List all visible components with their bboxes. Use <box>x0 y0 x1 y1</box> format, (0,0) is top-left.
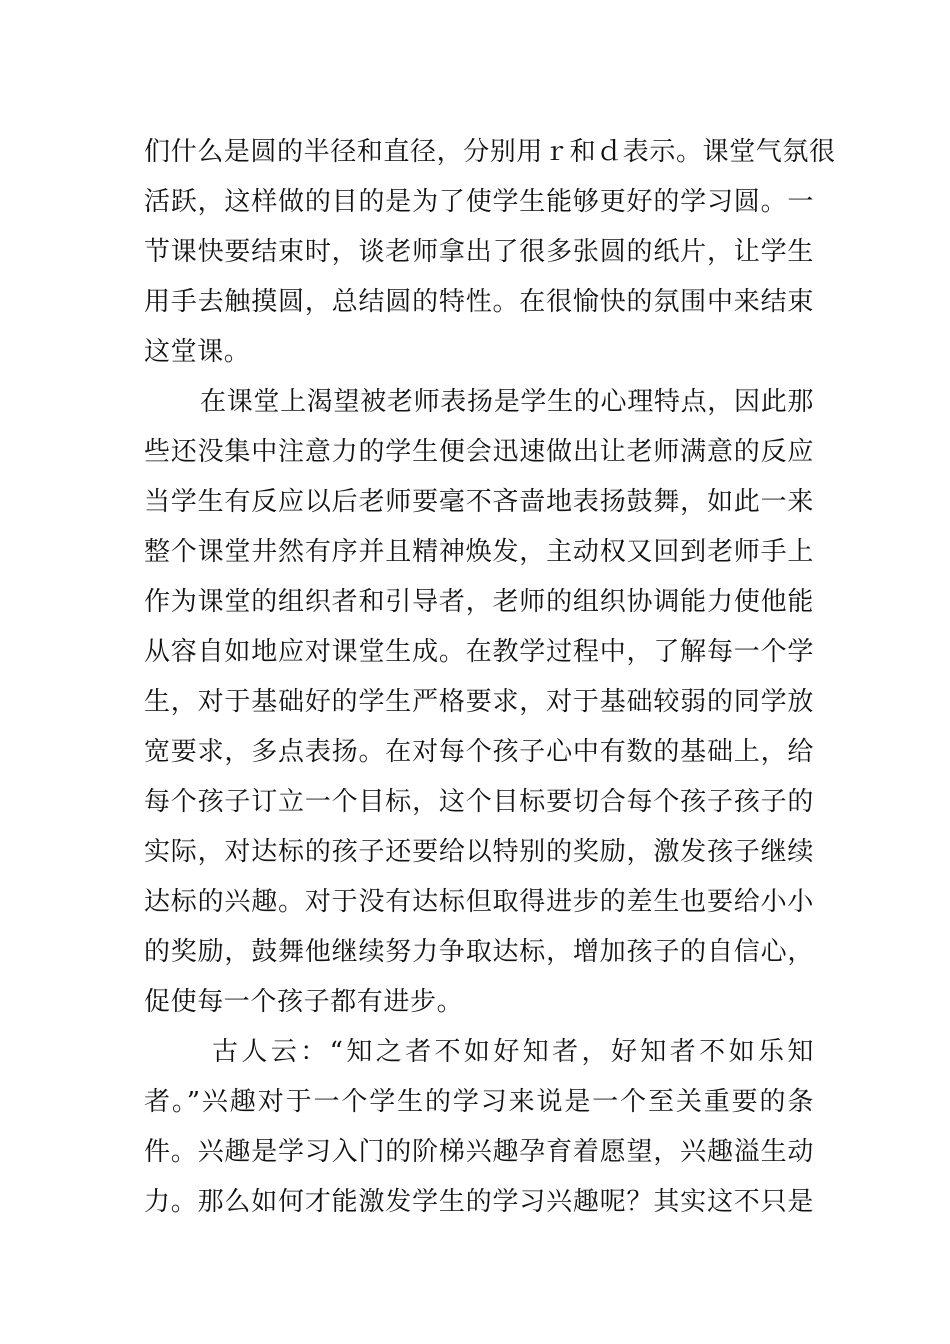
text-line: 宽要求，多点表扬。在对每个孩子心中有数的基础上，给 <box>144 737 814 767</box>
text-line: 些还没集中注意力的学生便会迅速做出让老师满意的反应 <box>144 437 814 467</box>
paragraph-first-line: 在课堂上渴望被老师表扬是学生的心理特点，因此那 <box>200 387 814 417</box>
text-line: 者。”兴趣对于一个学生的学习来说是一个至关重要的条 <box>144 1087 814 1117</box>
paragraph-first-line: 古人云：“知之者不如好知者，好知者不如乐知 <box>212 1037 814 1067</box>
text-line: 活跃，这样做的目的是为了使学生能够更好的学习圆。一 <box>144 187 814 217</box>
text-line: 达标的兴趣。对于没有达标但取得进步的差生也要给小小 <box>144 887 814 917</box>
text-line: 的奖励，鼓舞他继续努力争取达标，增加孩子的自信心， <box>144 937 814 967</box>
text-line: 每个孩子订立一个目标，这个目标要切合每个孩子孩子的 <box>144 787 814 817</box>
text-line: 这堂课。 <box>144 337 251 367</box>
text-line: 从容自如地应对课堂生成。在教学过程中，了解每一个学 <box>144 637 814 667</box>
text-line: 用手去触摸圆，总结圆的特性。在很愉快的氛围中来结束 <box>144 287 814 317</box>
text-line: 生，对于基础好的学生严格要求，对于基础较弱的同学放 <box>144 687 814 717</box>
text-line: 实际，对达标的孩子还要给以特别的奖励，激发孩子继续 <box>144 837 814 867</box>
text-line: 促使每一个孩子都有进步。 <box>144 987 464 1017</box>
text-line: 们什么是圆的半径和直径，分别用ｒ和ｄ表示。课堂气氛很 <box>144 137 836 167</box>
text-line: 当学生有反应以后老师要毫不吝啬地表扬鼓舞，如此一来 <box>144 487 814 517</box>
text-line: 力。那么如何才能激发学生的学习兴趣呢？其实这不只是 <box>144 1187 814 1217</box>
text-line: 节课快要结束时，谈老师拿出了很多张圆的纸片，让学生 <box>144 237 814 267</box>
text-line: 整个课堂井然有序并且精神焕发，主动权又回到老师手上 <box>144 537 814 567</box>
text-line: 作为课堂的组织者和引导者，老师的组织协调能力使他能 <box>144 587 814 617</box>
text-line: 件。兴趣是学习入门的阶梯兴趣孕育着愿望，兴趣溢生动 <box>144 1137 814 1167</box>
